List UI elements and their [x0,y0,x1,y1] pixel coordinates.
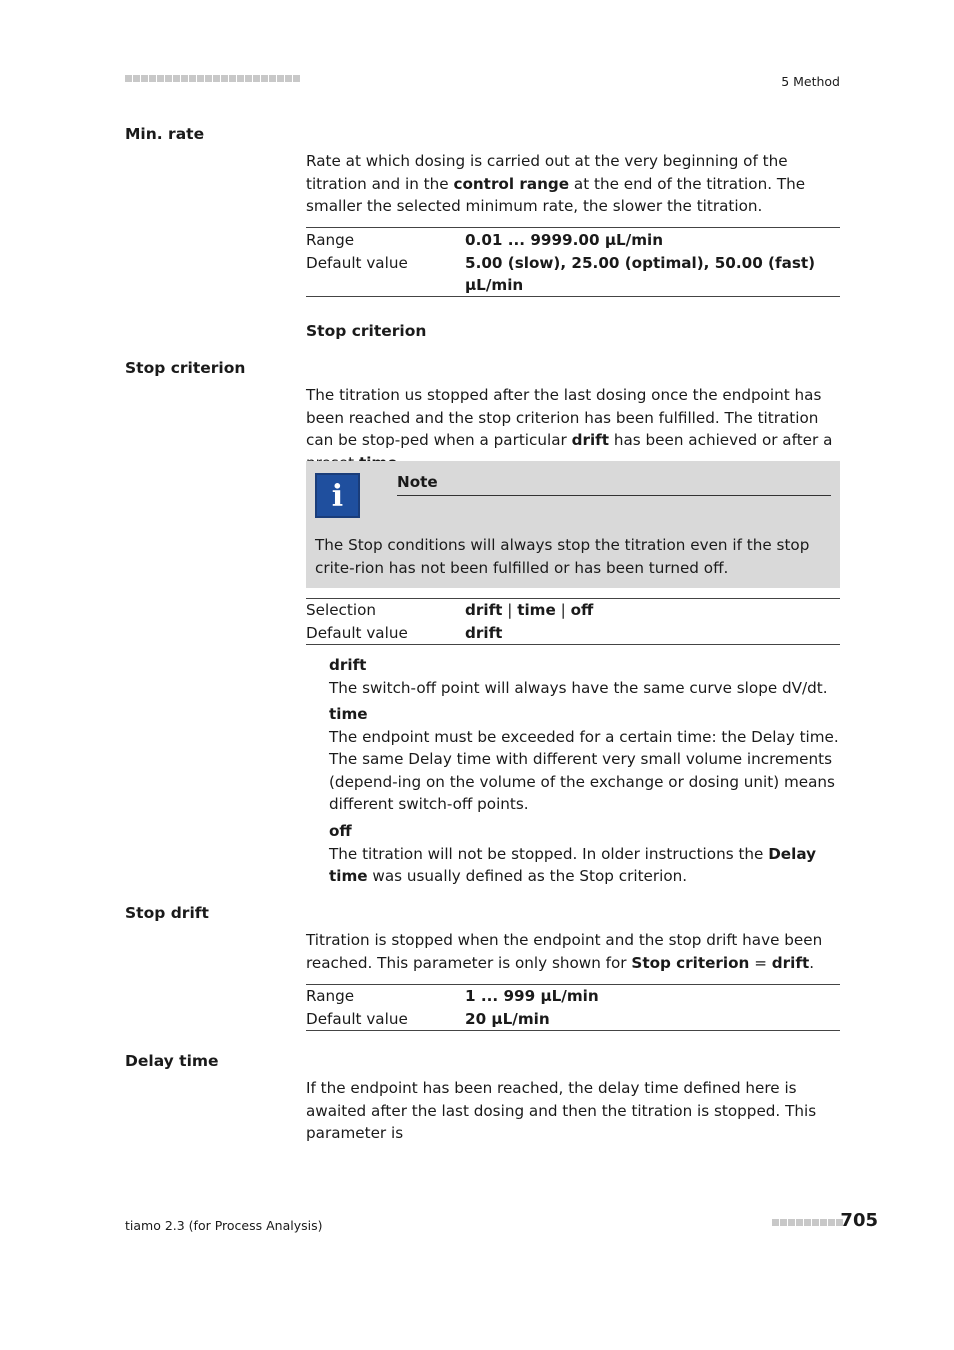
default-value: drift [465,623,503,642]
range-label: Range [306,987,355,1005]
stop-criterion-description: The titration us stopped after the last dosing once the endpoint has been reached and the stop criterion has been fulfilled. The titration can be stop-ped when a particular drift has been achieved or after a [306,386,833,449]
option-term: off [329,822,352,840]
option-term: drift [329,656,367,674]
heading-min-rate: Min. rate [125,125,205,143]
heading-stop-criterion: Stop criterion [125,359,246,377]
note-box [306,461,840,588]
page-number: 705 [840,1210,878,1231]
heading-delay-time: Delay time [125,1052,219,1070]
info-icon: i [315,473,360,518]
heading-stop-drift: Stop drift [125,904,209,922]
note-text: The Stop conditions will always stop the titration even if the stop crite-rion has not been fulfilled or has been turned off. [315,536,810,577]
min-rate-param-table [306,227,840,297]
option-desc: The endpoint must be exceeded for a certain time: the Delay time. The same Delay time with different very small volume increments (depend-ing on the volume of the exchange or dosing unit) means different switch-off points. [329,727,839,813]
delay-time-description: If the endpoint has been reached, the delay time defined here is awaited after the last dosing and then the titration is stopped. This parameter is [306,1079,817,1142]
note-title: Note [397,471,831,496]
option-desc: The switch-off point will always have the same curve slope dV/dt. [329,678,828,697]
stop-drift-param-table [306,984,840,1031]
option-time [329,703,840,816]
selection-label: Selection [306,601,376,619]
footer-decoration [772,1219,843,1226]
header-chapter: 5 Method [781,74,840,89]
footer-product: tiamo 2.3 (for Process Analysis) [125,1218,323,1233]
option-desc: The titration will not be stopped. In older instructions the Delay time was usually defined as the Stop criterion. [329,844,816,885]
option-off [329,820,840,888]
range-value: 0.01 ... 9999.00 µL/min [465,231,664,249]
default-value: 5.00 (slow), 25.00 (optimal), 50.00 (fast) µL/min [465,253,816,294]
section-title-stop-criterion: Stop criterion [306,322,427,340]
option-drift [329,654,840,699]
default-label: Default value [306,1009,408,1028]
min-rate-description: Rate at which dosing is carried out at the very beginning of the titration and in the control range at the end of the titration. The smaller the selected minimum rate, the slower the titration. [306,152,806,215]
option-term: time [329,705,368,723]
default-label: Default value [306,623,408,642]
range-label: Range [306,231,355,249]
stop-drift-description: Titration is stopped when the endpoint and the stop drift have been reached. This parameter is only shown for Stop criterion = drift. [306,931,823,972]
default-label: Default value [306,253,408,272]
range-value: 1 ... 999 µL/min [465,987,599,1005]
stop-criterion-param-table [306,598,840,645]
header-decoration [125,75,300,82]
default-value: 20 µL/min [465,1009,550,1028]
selection-values: drift | time | off [465,601,594,619]
